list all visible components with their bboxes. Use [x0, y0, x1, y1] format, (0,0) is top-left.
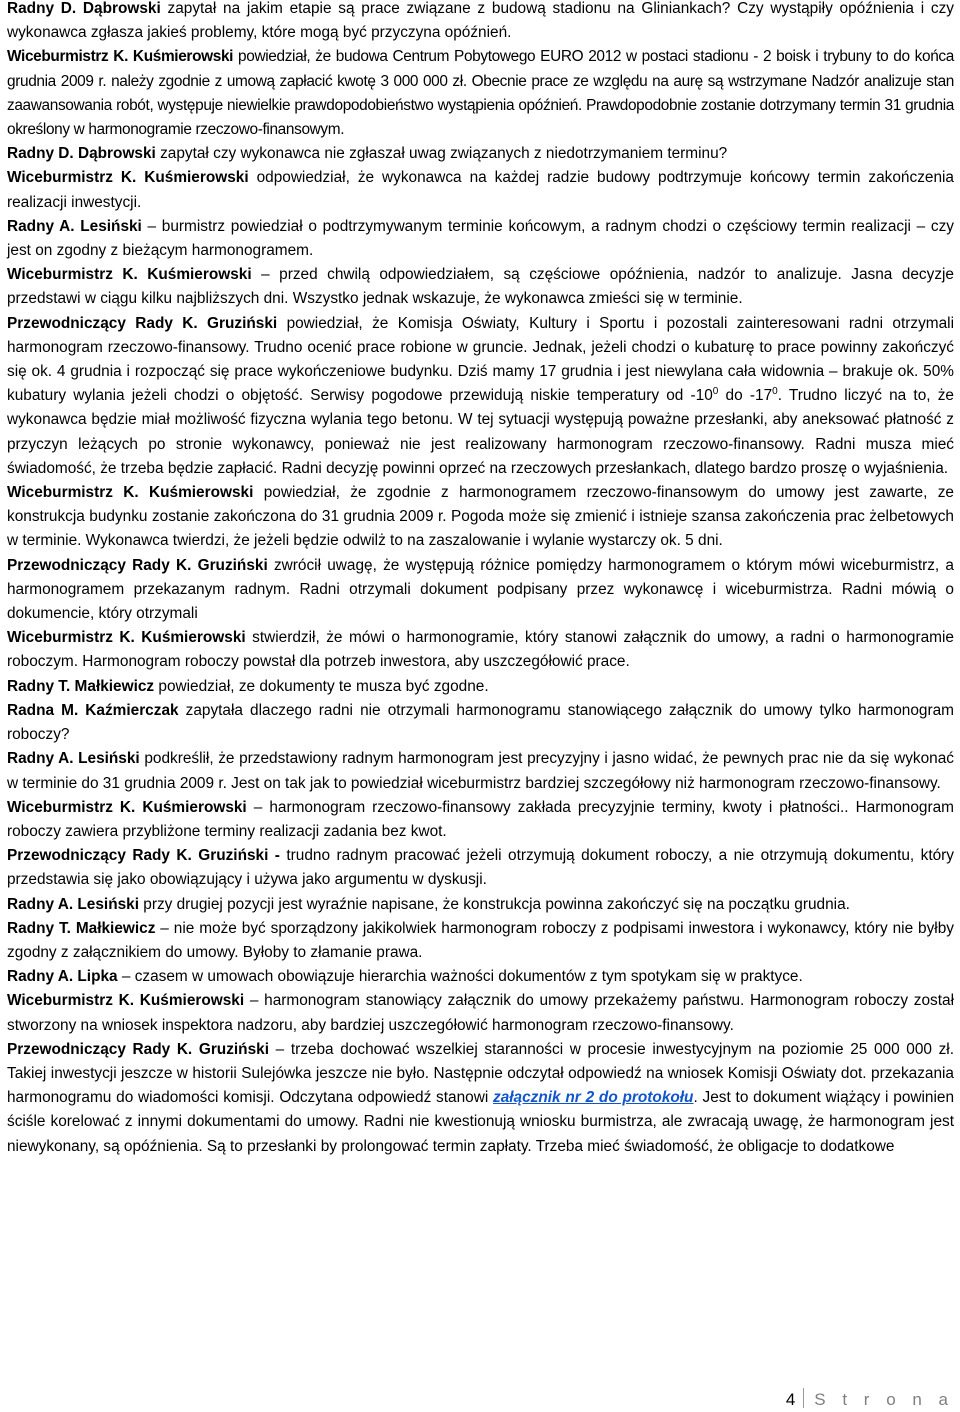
speaker-name: Przewodniczący Rady K. Gruziński: [7, 1040, 269, 1058]
paragraph-kazmierczak-1: [7, 699, 954, 747]
paragraph-kusmierowski-answer-3: [7, 263, 954, 311]
speaker-name: Przewodniczący Rady K. Gruziński: [7, 556, 268, 574]
paragraph-lesinski-3: [7, 893, 954, 917]
paragraph-dabrowski-question-1: [7, 0, 954, 45]
speaker-name: Radny D. Dąbrowski: [7, 145, 156, 163]
speaker-name: Radny T. Małkiewicz: [7, 677, 155, 695]
attachment-2-link[interactable]: załącznik nr 2 do protokołu: [493, 1089, 694, 1107]
speaker-name: Radny D. Dąbrowski: [7, 0, 161, 17]
paragraph-text: powiedział, że budowa Centrum Pobytowego EURO 2012 w postaci stadionu - 2 boisk i trybuny to do końca grudnia 2009 r. należy zgodnie z umową zapłacić kwotę 3 000 000 zł. Obecnie prace ze względu na aurę są wstrzymane Nadzór analizuje stan zaawansowania robót, występuje niewielkie prawdopodobieństwo wystąpienia opóźnień. Prawdopodobnie zostanie dotrzymany termin 31 grudnia określony w harmonogramie rzeczowo-finansowym.: [7, 48, 954, 139]
paragraph-malkiewicz-1: [7, 675, 954, 699]
paragraph-kusmierowski-answer-5: [7, 626, 954, 674]
paragraph-text: – burmistrz powiedział o podtrzymywanym terminie końcowym, a radnym chodzi o częściowy termin realizacji – czy jest on zgodny z bieżącym harmonogramem.: [7, 217, 954, 260]
page-number: 4: [785, 1390, 796, 1409]
paragraph-gruzinski-3: [7, 844, 954, 892]
paragraph-lipka-1: [7, 965, 954, 989]
speaker-name: Wiceburmistrz K. Kuśmierowski: [7, 798, 247, 816]
paragraph-text: przy drugiej pozycji jest wyraźnie napisane, że konstrukcja powinna zakończyć się na początku grudnia.: [139, 895, 850, 913]
speaker-name: Radny A. Lesiński: [7, 895, 139, 913]
paragraph-text: podkreślił, że przedstawiony radnym harmonogram jest precyzyjny i jasno widać, że pewnych prac nie da się wykonać w terminie do 31 grudnia 2009 r. Jest on tak jak to powiedział wiceburmistrz bardziej szczegółowy niż harmonogram rzeczowo-finansowy.: [7, 750, 954, 792]
speaker-name: Radny A. Lesiński: [7, 217, 142, 235]
speaker-name: Przewodniczący Rady K. Gruziński -: [7, 847, 280, 865]
paragraph-dabrowski-question-2: [7, 142, 954, 166]
paragraph-kusmierowski-answer-7: [7, 989, 954, 1037]
paragraph-text: powiedział, że Komisja Oświaty, Kultury i Sportu i pozostali zainteresowani radni otrzymali harmonogram rzeczowo-finansowy. Trudno ocenić prace robione w gruncie. Jednak, jeżeli chodzi o kubaturę to prace powinny zakończyć się ok. 4 grudnia i rozpocząć się prace wykończeniowe budynku. Dziś mamy 17 grudnia i jest niewylana cała widownia – brakuje ok. 50% kubatury wylania jeżeli chodzi o objętość. Serwisy pogodowe przewidują niskie temperatury od -10: [7, 314, 954, 405]
paragraph-text: zapytała dlaczego radni nie otrzymali harmonogramu stanowiącego załącznik do umowy tylko harmonogram roboczy?: [7, 701, 954, 744]
speaker-name: Wiceburmistrz K. Kuśmierowski: [7, 629, 246, 647]
paragraph-text: – harmonogram stanowiący załącznik do umowy przekażemy państwu. Harmonogram roboczy został stworzony na wniosek inspektora nadzoru, aby bardziej uszczegółowić harmonogram rzeczowo-finansowy.: [7, 992, 954, 1034]
speaker-name: Radny A. Lesiński: [7, 750, 140, 768]
paragraph-text: – trzeba dochować wszelkiej staranności w procesie inwestycyjnym na poziomie 25 000 000 zł. Takiej inwestycji jeszcze w historii Sulejówka jeszcze nie było. Następnie odczytał odpowiedź na wniosek Komisji Oświaty dot. przekazania harmonogramu do wiadomości komisji. Odczytana odpowiedź stanowi: [7, 1040, 954, 1107]
paragraph-kusmierowski-answer-6: [7, 796, 954, 844]
paragraph-text: zwrócił uwagę, że występują różnice pomiędzy harmonogramem o którym mówi wiceburmistrz, a harmonogramem przekazanym radnym. Radni otrzymali dokument podpisany przez wykonawcę i wiceburmistrza. Radni mówią o dokumencie, który otrzymali: [7, 556, 954, 623]
paragraph-text: zapytał na jakim etapie są prace związane z budową stadionu na Gliniankach? Czy wystąpiły opóźnienia i czy wykonawca zgłasza jakieś problemy, które mogą być przyczyna opóźnień.: [7, 0, 954, 42]
page-footer: [0, 1388, 960, 1412]
paragraph-text: do -17: [718, 387, 773, 405]
page-number-block: [786, 1388, 954, 1410]
speaker-name: Wiceburmistrz K. Kuśmierowski: [7, 169, 249, 187]
paragraph-lesinski-2: [7, 747, 954, 795]
paragraph-malkiewicz-2: [7, 917, 954, 965]
footer-separator: [803, 1388, 804, 1408]
paragraph-lesinski-1: [7, 215, 954, 263]
document-page: [7, 0, 954, 1159]
paragraph-text: . Jest to dokument wiążący i powinien ściśle korelować z innymi dokumentami do umowy. Radni nie kwestionują wniosku burmistrza, ale zwracają uwagę, że harmonogram jest niewykonany, są opóźnienia. Są to przesłanki by prolongować termin zapłaty. Trzeba mieć świadomość, że obligacje to dodatkowe: [7, 1089, 955, 1155]
speaker-name: Wiceburmistrz K. Kuśmierowski: [7, 266, 252, 284]
speaker-name: Radny T. Małkiewicz: [7, 919, 156, 937]
paragraph-text: odpowiedział, że wykonawca na każdej radzie budowy podtrzymuje końcowy termin zakończenia realizacji inwestycji.: [7, 169, 954, 211]
paragraph-text: – czasem w umowach obowiązuje hierarchia ważności dokumentów z tym spotykam się w praktyce.: [117, 968, 803, 986]
paragraph-text: zapytał czy wykonawca nie zgłaszał uwag związanych z niedotrzymaniem terminu?: [155, 145, 728, 163]
paragraph-text: trudno radnym pracować jeżeli otrzymują dokument roboczy, a nie otrzymują dokumentu, który przedstawia się jako obowiązujący i używa jako argumentu w dyskusji.: [7, 847, 955, 889]
paragraph-text: – przed chwilą odpowiedziałem, są częściowe opóźnienia, nadzór to analizuje. Jasna decyzje przedstawi w ciągu kilku najbliższych dni. Wszystko jednak wskazuje, że wykonawca zmieści się w terminie.: [7, 266, 954, 308]
paragraph-text: – nie może być sporządzony jakikolwiek harmonogram roboczy z podpisami inwestora i wykonawcy, który nie byłby zgodny z załącznikiem do umowy. Byłoby to złamanie prawa.: [7, 919, 954, 961]
speaker-name: Wiceburmistrz K. Kuśmierowski: [7, 484, 254, 502]
paragraph-kusmierowski-answer-1: [7, 45, 954, 142]
speaker-name: Wiceburmistrz K. Kuśmierowski: [7, 48, 234, 66]
degree-superscript: 0: [712, 386, 719, 398]
speaker-name: Wiceburmistrz K. Kuśmierowski: [7, 992, 245, 1010]
paragraph-text: – harmonogram rzeczowo-finansowy zakłada precyzyjnie terminy, kwoty i płatności.. Harmonogram roboczy zawiera przybliżone terminy realizacji zadania bez kwot.: [7, 798, 954, 840]
speaker-name: Radna M. Kaźmierczak: [7, 701, 179, 719]
paragraph-text: powiedział, ze dokumenty te musza być zgodne.: [154, 677, 489, 695]
paragraph-text: powiedział, że zgodnie z harmonogramem rzeczowo-finansowym do umowy jest zawarte, ze konstrukcja budynku zostanie zakończona do 31 grudnia 2009 r. Pogoda może się zmienić i istnieje szansa zakończenia prac żelbetowych w terminie. Wykonawca twierdzi, że jeżeli będzie odwilż to na zaszalowanie i wylanie wystarczy ok. 5 dni.: [7, 484, 954, 550]
paragraph-kusmierowski-answer-2: [7, 166, 954, 214]
speaker-name: Radny A. Lipka: [7, 968, 118, 986]
speaker-name: Przewodniczący Rady K. Gruziński: [7, 314, 278, 332]
paragraph-kusmierowski-answer-4: [7, 481, 954, 554]
paragraph-gruzinski-2: [7, 554, 954, 627]
page-label: S t r o n a: [814, 1390, 954, 1409]
paragraph-text: stwierdził, że mówi o harmonogramie, który stanowi załącznik do umowy, a radni o harmonogramie roboczym. Harmonogram roboczy powstał dla potrzeb inwestora, aby uszczegółowić prace.: [7, 629, 954, 671]
degree-superscript: 0: [772, 386, 778, 398]
paragraph-gruzinski-4: [7, 1038, 954, 1159]
paragraph-text: . Trudno liczyć na to, że wykonawca będzie miał możliwość fizyczna wylania tego betonu. W tej sytuacji występują poważne przesłanki, aby aneksować płatność z przyczyn leżących po stronie wykonawcy, ponieważ nie jest realizowany harmonogram rzeczowo-finansowy. Radni musza mieć świadomość, że trzeba będzie zapłacić. Radni decyzję powinni oprzeć na rzeczowych przesłankach, dlatego bardzo proszę o wyjaśnienia.: [7, 387, 954, 477]
paragraph-gruzinski-1: [7, 312, 954, 481]
